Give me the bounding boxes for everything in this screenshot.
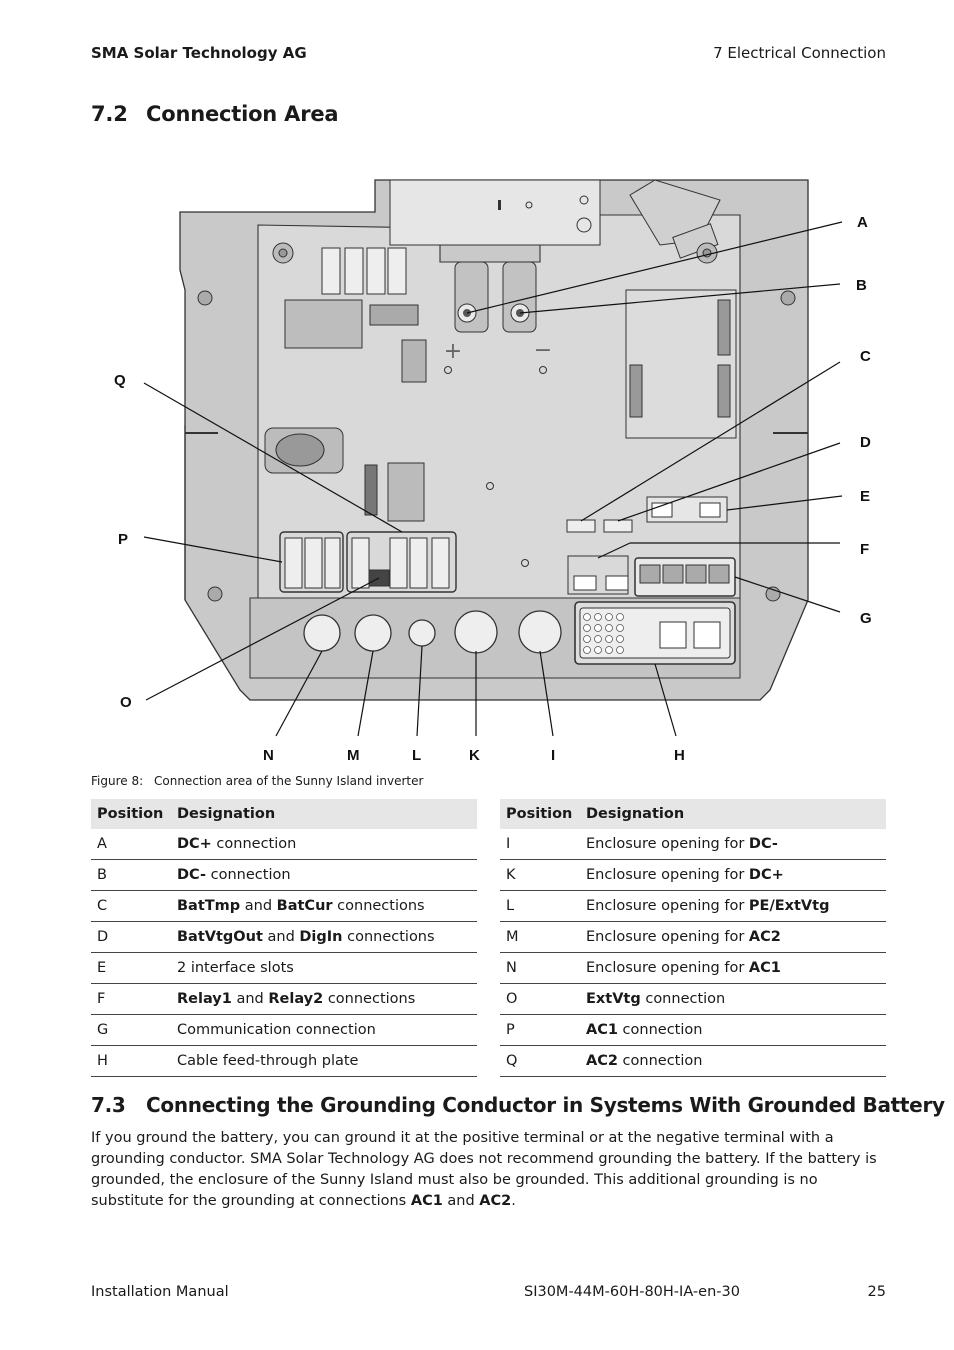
section-heading-7-3	[91, 1093, 945, 1117]
table-row	[500, 953, 886, 984]
grounding-paragraph: If you ground the battery, you can ground it at the positive terminal or at the negative terminal with a grounding conductor. SMA Solar Technology AG does not recommend grounding the battery. If the battery is grounded, the enclosure of the Sunny Island must also be grounded. This additional grounding is no substitute for the grounding at connections AC1 and AC2.	[91, 1130, 877, 1209]
footer-manual-title: Installation Manual	[91, 1284, 229, 1300]
designation-cell: Enclosure opening for DC-	[580, 829, 886, 860]
position-cell: L	[500, 891, 580, 922]
table-row	[500, 829, 886, 860]
position-cell: H	[91, 1046, 171, 1077]
label-e: E	[860, 488, 871, 505]
position-cell: K	[500, 860, 580, 891]
section-title: Connection Area	[146, 102, 339, 126]
position-cell: F	[91, 984, 171, 1015]
position-cell: O	[500, 984, 580, 1015]
column-header-position: Position	[91, 799, 171, 829]
position-cell: B	[91, 860, 171, 891]
footer-doc-id: SI30M-44M-60H-80H-IA-en-30	[524, 1284, 740, 1300]
designation-cell: Enclosure opening for AC1	[580, 953, 886, 984]
table-row	[500, 1015, 886, 1046]
table-row	[500, 891, 886, 922]
label-n: N	[263, 747, 274, 764]
table-row	[500, 860, 886, 891]
designation-cell: AC1 connection	[580, 1015, 886, 1046]
designation-cell: Enclosure opening for PE/ExtVtg	[580, 891, 886, 922]
table-row	[91, 953, 477, 984]
column-header-position: Position	[500, 799, 580, 829]
footer-page-number: 25	[867, 1284, 886, 1300]
section-title: Connecting the Grounding Conductor in Systems With Grounded Battery	[146, 1093, 945, 1117]
table-row	[91, 860, 477, 891]
table-row	[500, 984, 886, 1015]
position-cell: N	[500, 953, 580, 984]
label-o: O	[120, 694, 132, 711]
table-row	[500, 1046, 886, 1077]
connection-area-figure	[91, 150, 891, 770]
table-row	[91, 1015, 477, 1046]
designation-cell: Relay1 and Relay2 connections	[171, 984, 477, 1015]
label-f: F	[860, 541, 870, 558]
designation-cell: Communication connection	[171, 1015, 477, 1046]
label-h: H	[674, 747, 685, 764]
label-m: M	[347, 747, 360, 764]
label-l: L	[412, 747, 422, 764]
table-body	[500, 829, 886, 1077]
column-header-designation: Designation	[171, 799, 477, 829]
label-i: I	[551, 747, 556, 764]
designation-cell: Enclosure opening for DC+	[580, 860, 886, 891]
designation-cell: DC- connection	[171, 860, 477, 891]
designation-cell: ExtVtg connection	[580, 984, 886, 1015]
section-heading-7-2	[91, 102, 338, 126]
label-a: A	[857, 214, 868, 231]
position-cell: I	[500, 829, 580, 860]
label-p: P	[118, 531, 129, 548]
table-row	[91, 829, 477, 860]
designation-table-right	[500, 799, 886, 1077]
position-cell: P	[500, 1015, 580, 1046]
position-cell: E	[91, 953, 171, 984]
position-cell: M	[500, 922, 580, 953]
designation-cell: Cable feed-through plate	[171, 1046, 477, 1077]
label-b: B	[856, 277, 867, 294]
table-row	[91, 891, 477, 922]
table-header-row	[91, 799, 477, 829]
header-company: SMA Solar Technology AG	[91, 44, 307, 62]
position-cell: Q	[500, 1046, 580, 1077]
label-q: Q	[114, 372, 126, 389]
designation-cell: AC2 connection	[580, 1046, 886, 1077]
table-row	[91, 1046, 477, 1077]
designation-cell: BatTmp and BatCur connections	[171, 891, 477, 922]
table-row	[91, 984, 477, 1015]
minus-symbol: −	[533, 338, 553, 363]
position-cell: D	[91, 922, 171, 953]
table-header-row	[500, 799, 886, 829]
label-c: C	[860, 348, 871, 365]
label-g: G	[860, 610, 872, 627]
position-cell: A	[91, 829, 171, 860]
header-chapter: 7 Electrical Connection	[713, 44, 886, 62]
table-row	[91, 922, 477, 953]
table-row	[500, 922, 886, 953]
section-number: 7.3	[91, 1093, 126, 1117]
designation-cell: Enclosure opening for AC2	[580, 922, 886, 953]
caption-text: Connection area of the Sunny Island inverter	[154, 774, 424, 788]
caption-label: Figure 8:	[91, 774, 144, 788]
table-body	[91, 829, 477, 1077]
designation-cell: 2 interface slots	[171, 953, 477, 984]
figure-caption	[91, 774, 423, 788]
label-d: D	[860, 434, 871, 451]
designation-table-left	[91, 799, 477, 1077]
label-k: K	[469, 747, 480, 764]
position-cell: G	[91, 1015, 171, 1046]
designation-cell: DC+ connection	[171, 829, 477, 860]
plus-symbol: +	[443, 339, 463, 364]
designation-cell: BatVtgOut and DigIn connections	[171, 922, 477, 953]
position-cell: C	[91, 891, 171, 922]
section-number: 7.2	[91, 102, 128, 126]
column-header-designation: Designation	[580, 799, 886, 829]
